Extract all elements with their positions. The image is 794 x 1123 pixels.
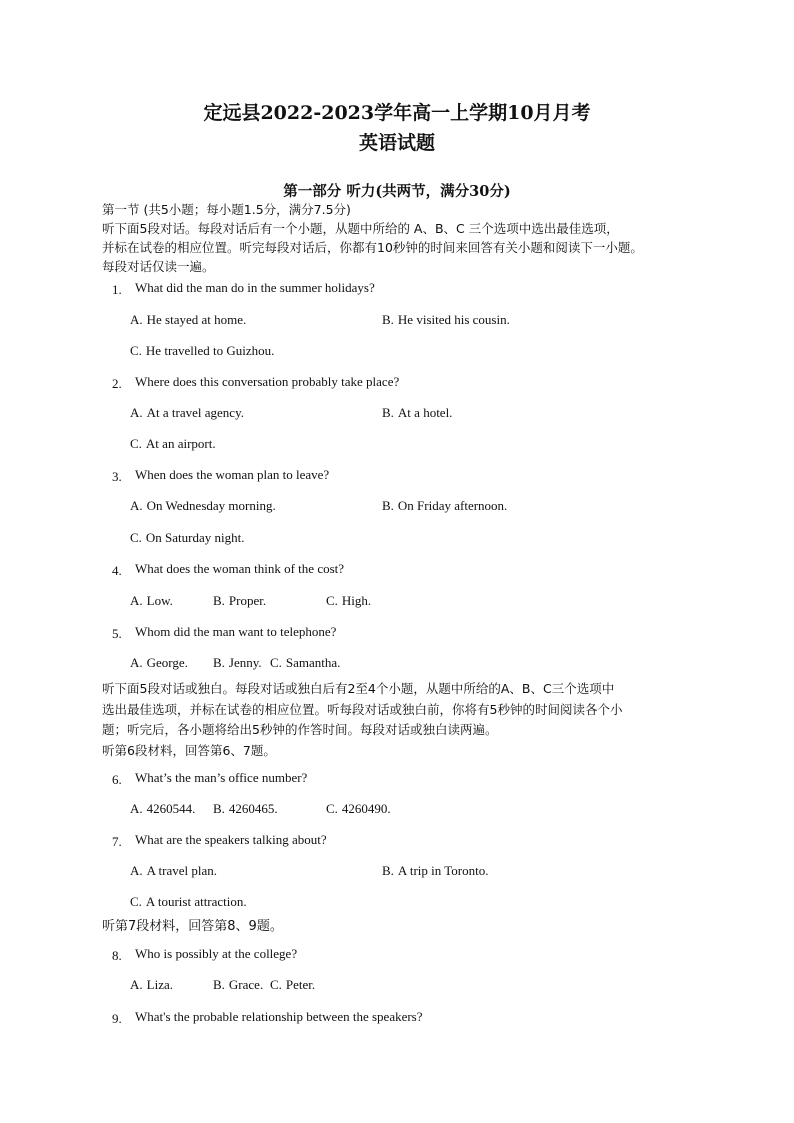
question-text: Whom did the man want to telephone? — [135, 624, 337, 639]
option-b[interactable]: B. Proper. — [213, 593, 267, 608]
question-number: 5. — [112, 626, 122, 641]
exam-subject: 英语试题 — [358, 132, 435, 154]
question-text: Where does this conversation probably take place? — [135, 374, 400, 389]
section2-instructions — [102, 679, 702, 761]
option-c[interactable]: C. A tourist attraction. — [130, 894, 247, 909]
instruction-line: 听下面5段对话或独白。每段对话或独白后有2至4个小题，从题中所给的A、B、C三个选项中 — [102, 681, 615, 696]
question-number: 7. — [112, 834, 122, 849]
option-a[interactable]: A. Liza. — [130, 977, 173, 992]
option-c[interactable]: C. On Saturday night. — [130, 530, 245, 545]
question-number: 1. — [112, 282, 122, 297]
section1-line: 第一节 (共5小题；每小题1.5分，满分7.5分) — [102, 202, 351, 217]
option-b[interactable]: B. Grace. — [213, 977, 264, 992]
question-number: 9. — [112, 1011, 122, 1026]
exam-title: 定远县2022-2023学年高一上学期10月月考 — [203, 102, 591, 124]
section1-heading — [102, 200, 702, 276]
question-text: What’s the man’s office number? — [135, 770, 308, 785]
option-c[interactable]: C. He travelled to Guizhou. — [130, 343, 275, 358]
material-line: 听第6段材料，回答第6、7题。 — [102, 742, 276, 758]
instruction-line: 选出最佳选项，并标在试卷的相应位置。听每段对话或独白前，你将有5秒钟的时间阅读各个小 — [102, 701, 623, 717]
option-b[interactable]: B. Jenny. — [213, 655, 262, 670]
option-c[interactable]: C. High. — [326, 593, 372, 608]
material7-line: 听第7段材料，回答第8、9题。 — [102, 919, 283, 934]
part1-title: 第一部分 听力(共两节，满分30分) — [283, 183, 511, 200]
question-text: What's the probable relationship between the speakers? — [135, 1009, 423, 1024]
option-c[interactable]: C. At an airport. — [130, 436, 216, 451]
question-number: 4. — [112, 563, 122, 578]
instruction-line: 每段对话仅读一遍。 — [102, 259, 215, 274]
instruction-line: 题；听完后，各小题将给出5秒钟的作答时间。每段对话或独白读两遍。 — [102, 722, 498, 737]
option-a[interactable]: A. At a travel agency. — [130, 405, 244, 420]
instruction-line: 听下面5段对话。每段对话后有一个小题，从题中所给的 A、B、C 三个选项中选出最佳选项， — [102, 221, 619, 236]
question-number: 8. — [112, 948, 122, 963]
question-number: 2. — [112, 376, 122, 391]
option-c[interactable]: C. 4260490. — [326, 801, 391, 816]
question-number: 6. — [112, 772, 122, 787]
question-text: What does the woman think of the cost? — [135, 561, 345, 576]
option-a[interactable]: A. Low. — [130, 593, 173, 608]
question-text: What did the man do in the summer holidays? — [135, 280, 375, 295]
option-a[interactable]: A. 4260544. — [130, 801, 196, 816]
option-a[interactable]: A. On Wednesday morning. — [130, 498, 276, 513]
question-text: Who is possibly at the college? — [135, 946, 298, 961]
question-text: What are the speakers talking about? — [135, 832, 327, 847]
option-a[interactable]: A. George. — [130, 655, 188, 670]
option-b[interactable]: B. At a hotel. — [382, 405, 453, 420]
instruction-line: 并标在试卷的相应位置。听完每段对话后，你都有10秒钟的时间来回答有关小题和阅读下一小题。 — [102, 240, 643, 255]
option-a[interactable]: A. A travel plan. — [130, 863, 218, 878]
option-b[interactable]: B. He visited his cousin. — [382, 312, 510, 327]
option-b[interactable]: B. A trip in Toronto. — [382, 863, 489, 878]
option-c[interactable]: C. Peter. — [270, 977, 316, 992]
option-c[interactable]: C. Samantha. — [270, 655, 341, 670]
question-text: When does the woman plan to leave? — [135, 467, 330, 482]
question-number: 3. — [112, 469, 122, 484]
option-a[interactable]: A. He stayed at home. — [130, 312, 247, 327]
option-b[interactable]: B. On Friday afternoon. — [382, 498, 508, 513]
option-b[interactable]: B. 4260465. — [213, 801, 278, 816]
